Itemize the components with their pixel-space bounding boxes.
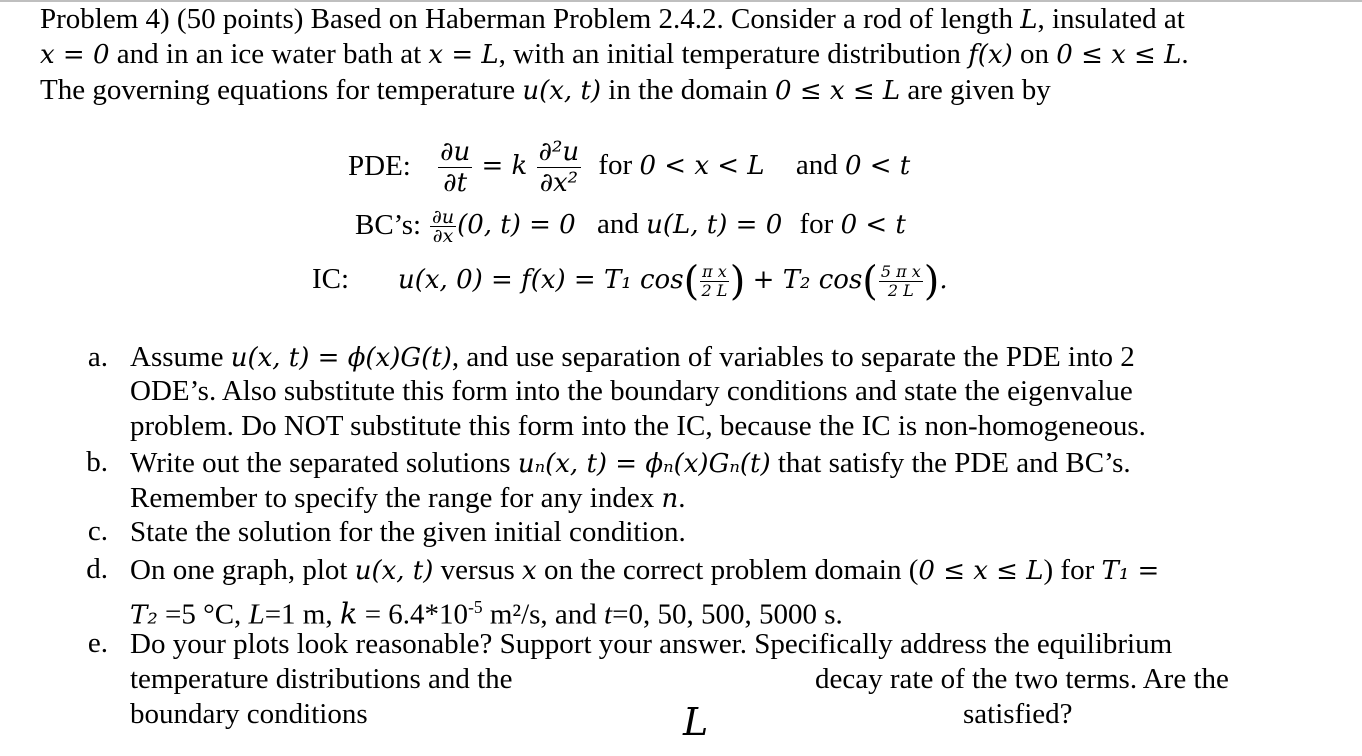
question-d-line-2: T₂ =5 °C, L=1 m, $k = 6.4*10^{-5}$ m²/s, and t=0, 50, 500, 5000 s.	[130, 596, 843, 631]
question-e-line-2-right: decay rate of the two terms. Are the	[815, 663, 1229, 695]
intro-line-1: Problem 4) (50 points) Based on Haberman Problem 2.4.2. Consider a rod of length L, insulated at	[40, 3, 1185, 35]
question-c-line-1: State the solution for the given initial condition.	[130, 516, 686, 548]
question-e-line-2-left: temperature distributions and the	[130, 663, 513, 695]
pde-label: PDE:	[348, 150, 411, 182]
question-a-line-2: ODE’s. Also substitute this form into the boundary conditions and state the eigenvalue	[130, 375, 1133, 407]
pde-equation: $\frac{\partial u}{\partial t}$ = k $\frac{\text{∂²u}}{\text{∂x²}}$ for 0 < x < L and 0 < t	[440, 136, 911, 198]
d2u-dx2-fraction: $\frac{\text{∂²u}}{\text{∂x²}}$	[538, 136, 580, 198]
ic-label: IC:	[312, 263, 350, 295]
question-b-letter: b.	[86, 446, 108, 478]
question-c-letter: c.	[87, 515, 108, 547]
question-d-line-1: On one graph, plot u(x, t) versus x on the correct problem domain (0 ≤ x ≤ L) for T₁ =	[130, 554, 1160, 586]
bc-equation: $\frac{\partial u}{\partial x}$ (0, t) = 0 and u(L, t) = 0 for 0 < t	[432, 205, 906, 247]
question-e-line-3-left: boundary conditions	[130, 698, 368, 730]
stray-variable-L: L	[683, 700, 709, 744]
intro-line-3: The governing equations for temperature u(x, t) in the domain 0 ≤ x ≤ L are given by	[40, 74, 1051, 106]
intro-line-2: x = 0 and in an ice water bath at x = L, with an initial temperature distribution f(x) on 0 ≤ x ≤ L.	[40, 38, 1189, 70]
question-d-letter: d.	[86, 553, 108, 585]
question-e-line-1: Do your plots look reasonable? Support your answer. Specifically address the equilibrium	[130, 628, 1173, 660]
question-b-line-2: Remember to specify the range for any index n.	[130, 482, 686, 514]
question-a-line-3: problem. Do NOT substitute this form into the IC, because the IC is non-homogeneous.	[130, 410, 1146, 442]
ic-fraction-2: $\frac{\text{5 π x}}{2 L}$	[880, 261, 921, 300]
question-e-line-3-right: satisfied?	[963, 698, 1073, 730]
question-a-line-1: Assume u(x, t) = ϕ(x)G(t), and use separation of variables to separate the PDE into 2	[130, 341, 1135, 373]
du-dt-fraction: $\frac{\partial u}{\partial t}$	[440, 136, 471, 198]
bc-label: BC’s:	[355, 209, 422, 241]
du-dx-fraction: $\frac{\partial u}{\partial x}$	[432, 205, 455, 247]
ic-fraction-1: $\frac{\text{π x}}{2 L}$	[701, 261, 728, 300]
ic-equation: u(x, 0) = f(x) = T₁ cos( $\frac{\text{π x}}{2 L}$ ) + T₂ cos( $\frac{\text{5 π x}}{2 L}$ ).	[398, 258, 948, 305]
question-b-line-1: Write out the separated solutions uₙ(x, t) = ϕₙ(x)Gₙ(t) that satisfy the PDE and BC’s.	[130, 447, 1131, 479]
question-a-letter: a.	[87, 341, 108, 373]
question-e-letter: e.	[87, 627, 108, 659]
